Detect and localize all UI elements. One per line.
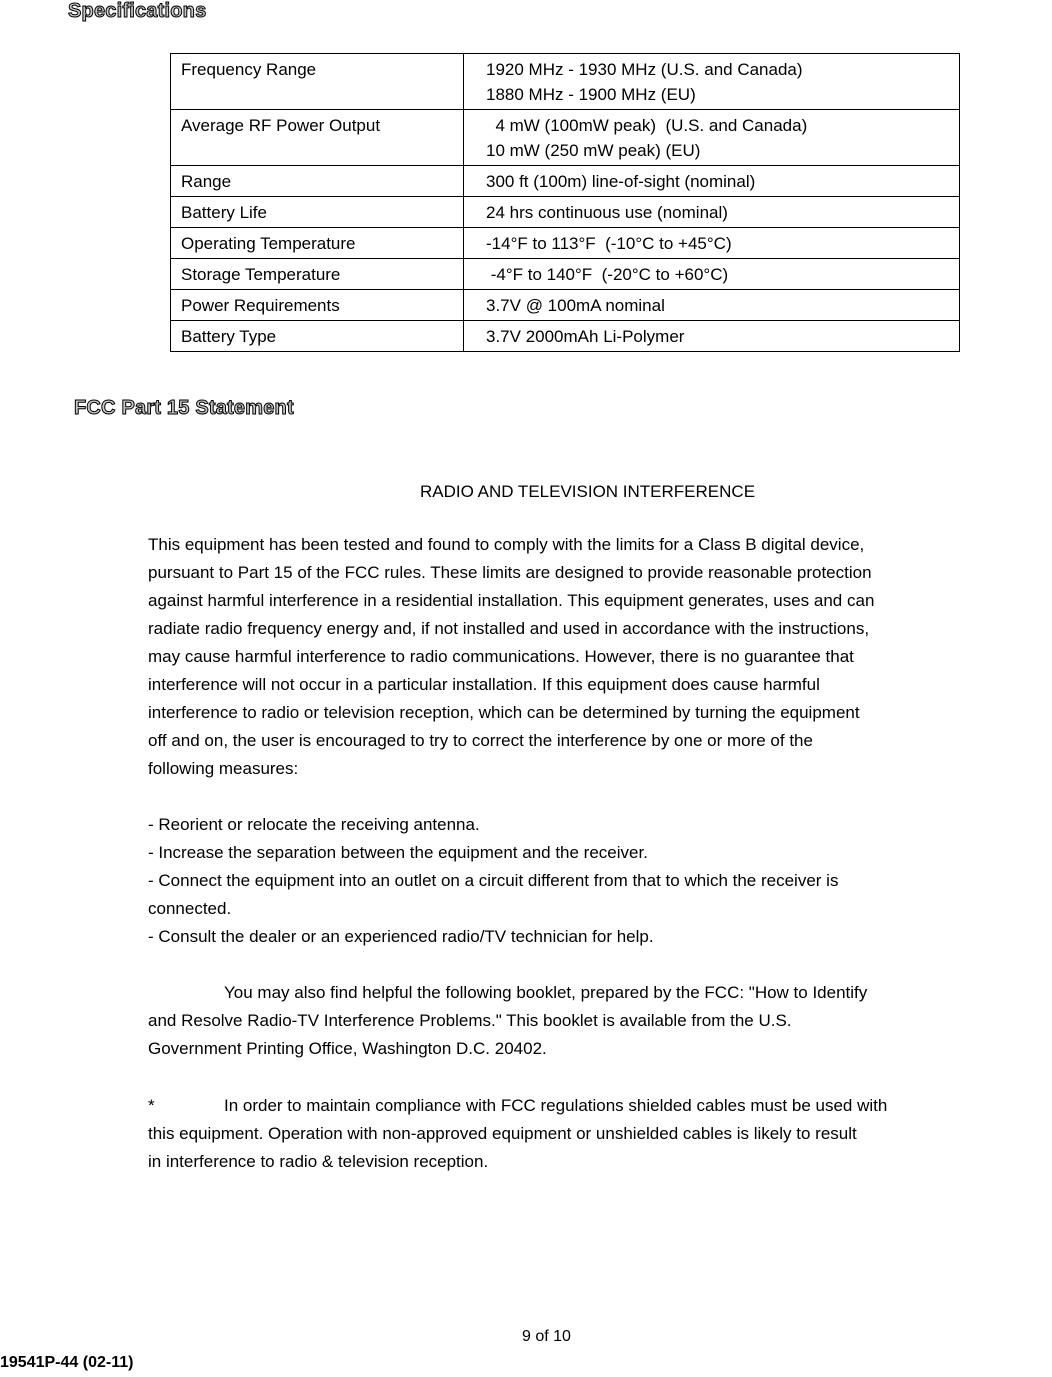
fcc-paragraph-1	[148, 531, 1052, 783]
spec-label: Battery Type	[171, 321, 464, 352]
specifications-table	[170, 53, 960, 352]
spec-value	[464, 54, 960, 110]
fcc-booklet-paragraph	[148, 979, 1052, 1063]
spec-value	[464, 228, 960, 259]
text-line: this equipment. Operation with non-approved equipment or unshielded cables is likely to result	[148, 1124, 857, 1143]
spec-value-line: 4 mW (100mW peak) (U.S. and Canada)	[486, 116, 808, 135]
spec-row	[171, 228, 960, 259]
text-line: In order to maintain compliance with FCC regulations shielded cables must be used with	[224, 1096, 888, 1115]
spec-row	[171, 54, 960, 110]
specifications-heading: Specifications	[68, 0, 207, 22]
spec-value-line: 1920 MHz - 1930 MHz (U.S. and Canada)	[486, 60, 803, 79]
spec-value	[464, 197, 960, 228]
spec-label: Range	[171, 166, 464, 197]
text-line: off and on, the user is encouraged to try to correct the interference by one or more of the	[148, 731, 813, 750]
text-line: in interference to radio & television reception.	[148, 1152, 489, 1171]
text-line: interference to radio or television reception, which can be determined by turning the equipment	[148, 703, 860, 722]
spec-row	[171, 110, 960, 166]
document-code: 19541P-44 (02-11)	[0, 1354, 134, 1371]
spec-label: Operating Temperature	[171, 228, 464, 259]
spec-row	[171, 197, 960, 228]
spec-row	[171, 259, 960, 290]
fcc-measures-list	[148, 811, 1052, 951]
text-line: pursuant to Part 15 of the FCC rules. These limits are designed to provide reasonable protection	[148, 563, 872, 582]
text-line: interference will not occur in a particular installation. If this equipment does cause harmful	[148, 675, 820, 694]
spec-value-line: 24 hrs continuous use (nominal)	[486, 203, 728, 222]
text-line: Government Printing Office, Washington D.C. 20402.	[148, 1039, 547, 1058]
spec-value-line: 3.7V 2000mAh Li-Polymer	[486, 327, 685, 346]
fcc-subheading: RADIO AND TELEVISION INTERFERENCE	[420, 482, 756, 501]
spec-row	[171, 290, 960, 321]
measure-item: - Consult the dealer or an experienced radio/TV technician for help.	[148, 927, 654, 946]
spec-value-line: 3.7V @ 100mA nominal	[486, 296, 665, 315]
spec-label: Storage Temperature	[171, 259, 464, 290]
measure-item: - Reorient or relocate the receiving antenna.	[148, 815, 480, 834]
spec-value-line: 300 ft (100m) line-of-sight (nominal)	[486, 172, 756, 191]
fcc-cable-note	[148, 1092, 1052, 1176]
spec-row	[171, 166, 960, 197]
spec-value-line: -14°F to 113°F (-10°C to +45°C)	[486, 234, 732, 253]
spec-label: Average RF Power Output	[171, 110, 464, 166]
spec-value-line: 10 mW (250 mW peak) (EU)	[486, 141, 701, 160]
spec-value	[464, 321, 960, 352]
spec-value	[464, 290, 960, 321]
text-line: and Resolve Radio-TV Interference Problems." This booklet is available from the U.S.	[148, 1011, 792, 1030]
text-line: radiate radio frequency energy and, if not installed and used in accordance with the instructions,	[148, 619, 870, 638]
text-line: may cause harmful interference to radio communications. However, there is no guarantee that	[148, 647, 854, 666]
text-line: following measures:	[148, 759, 299, 778]
page-number: 9 of 10	[522, 1328, 571, 1345]
measure-item: - Increase the separation between the equipment and the receiver.	[148, 843, 648, 862]
note-marker: *	[148, 1096, 155, 1115]
text-line: This equipment has been tested and found to comply with the limits for a Class B digital device,	[148, 535, 865, 554]
spec-label: Frequency Range	[171, 54, 464, 110]
text-line: against harmful interference in a residential installation. This equipment generates, uses and can	[148, 591, 875, 610]
measure-item: - Connect the equipment into an outlet on a circuit different from that to which the receiver is	[148, 871, 839, 890]
spec-value	[464, 259, 960, 290]
spec-row	[171, 321, 960, 352]
spec-label: Battery Life	[171, 197, 464, 228]
spec-label: Power Requirements	[171, 290, 464, 321]
measure-item: connected.	[148, 899, 232, 918]
spec-value-line: -4°F to 140°F (-20°C to +60°C)	[486, 265, 729, 284]
note-first-line	[148, 1092, 1052, 1120]
spec-value	[464, 166, 960, 197]
spec-value-line: 1880 MHz - 1900 MHz (EU)	[486, 85, 696, 104]
fcc-heading: FCC Part 15 Statement	[74, 397, 294, 419]
text-line: You may also find helpful the following booklet, prepared by the FCC: "How to Identify	[224, 983, 868, 1002]
spec-value	[464, 110, 960, 166]
